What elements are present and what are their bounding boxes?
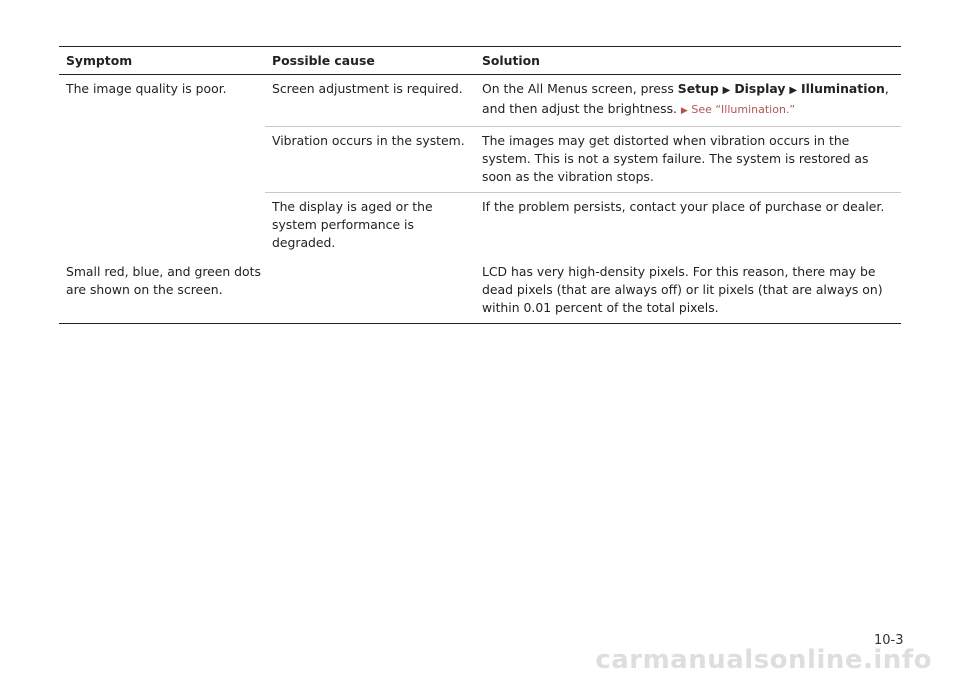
menu-path-illumination: Illumination xyxy=(801,81,885,96)
solution-cell: If the problem persists, contact your place of purchase or dealer. xyxy=(482,199,885,214)
cause-cell: Screen adjustment is required. xyxy=(272,81,463,96)
path-arrow-icon: ▶ xyxy=(722,85,731,96)
path-arrow-icon: ▶ xyxy=(789,85,798,96)
table-row xyxy=(265,75,901,126)
solution-cell: LCD has very high-density pixels. For this reason, there may be dead pixels (that are always off) or lit pixels (that are always on) within 0.01 percent of the total pixels. xyxy=(482,264,883,315)
header-solution: Solution xyxy=(482,52,541,68)
header-symptom: Symptom xyxy=(66,52,133,68)
page-number: 10-3 xyxy=(874,633,904,648)
menu-path-setup: Setup xyxy=(677,81,719,96)
table-row-group xyxy=(59,75,901,258)
symptom-cell: The image quality is poor. xyxy=(66,81,227,96)
menu-path-display: Display xyxy=(734,81,786,96)
table-row xyxy=(265,192,901,258)
symptom-cell: Small red, blue, and green dots are shown on the screen. xyxy=(66,264,261,297)
cause-cell: Vibration occurs in the system. xyxy=(272,133,465,148)
cross-reference xyxy=(681,103,795,116)
solution-cell: On the All Menus screen, press Setup ▶ Display ▶ Illumination, and then adjust the brightness. ▶ See “Illumination.” xyxy=(482,81,889,116)
cause-cell: The display is aged or the system performance is degraded. xyxy=(272,199,433,250)
table-row xyxy=(265,126,901,192)
header-possible-cause: Possible cause xyxy=(272,52,375,68)
cause-cell xyxy=(265,263,475,317)
solution-cell: The images may get distorted when vibration occurs in the system. This is not a system failure. The system is restored as soon as the vibration stops. xyxy=(482,133,869,184)
watermark: carmanualsonline.info xyxy=(595,645,932,675)
table-header xyxy=(59,47,901,75)
reference-link: See “Illumination.” xyxy=(691,103,796,116)
troubleshooting-table xyxy=(59,46,901,324)
reference-arrow-icon: ▶ xyxy=(680,106,688,116)
table-row xyxy=(59,258,901,323)
